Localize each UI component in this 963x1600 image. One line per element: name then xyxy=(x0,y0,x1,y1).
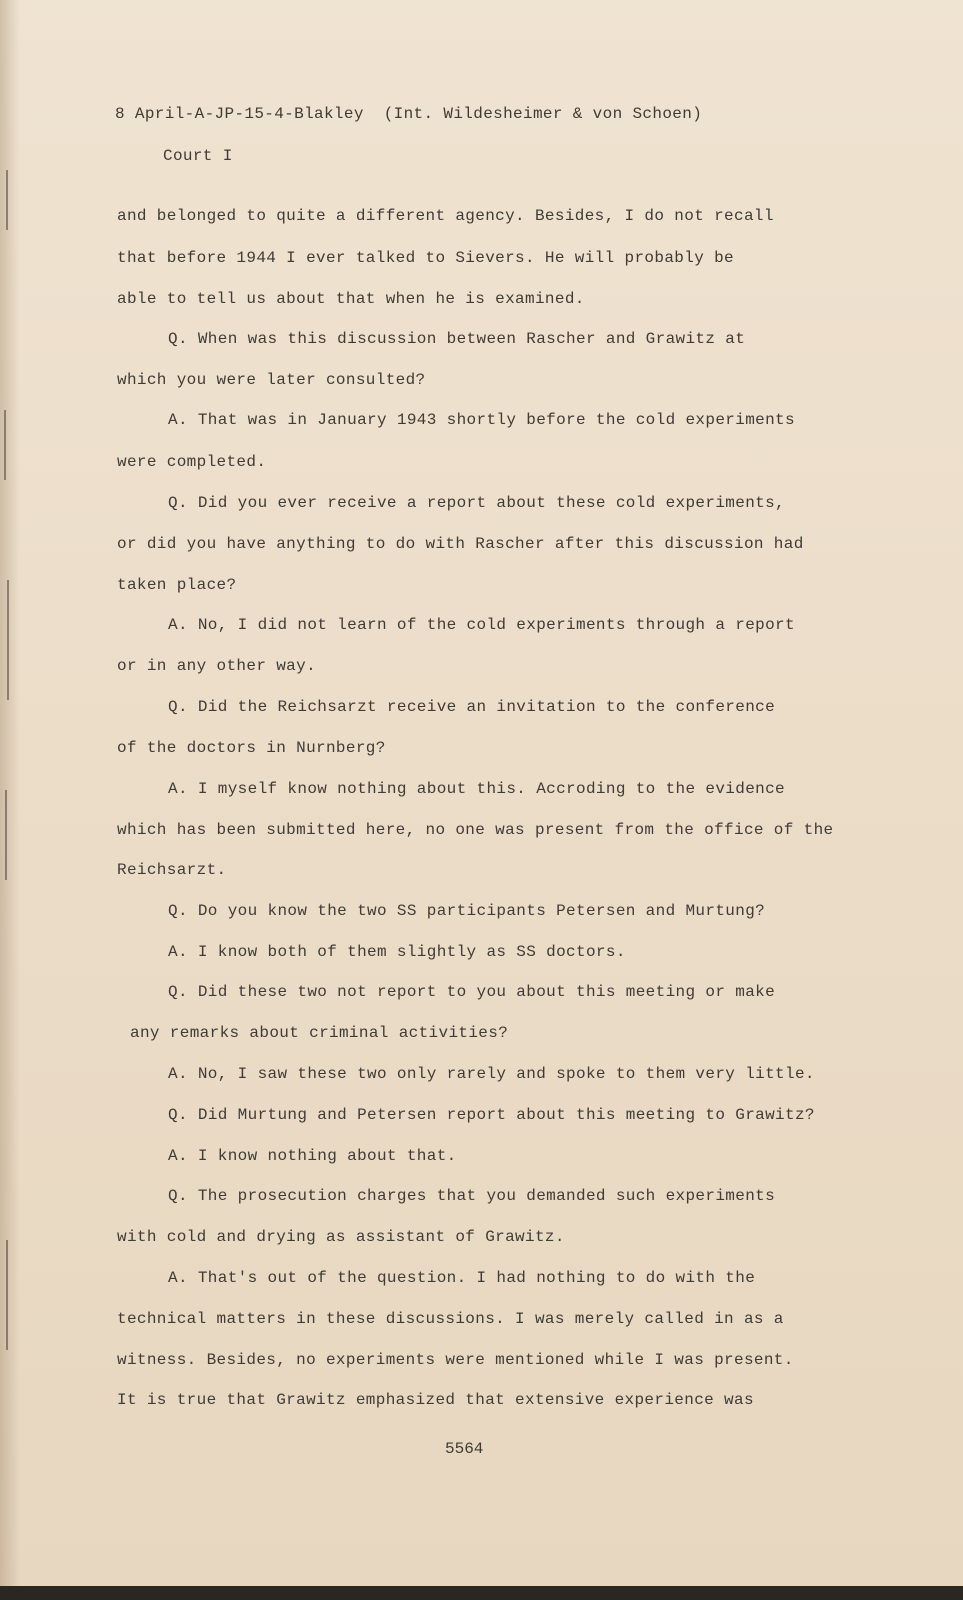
text-line: Q. Did you ever receive a report about these cold experiments, xyxy=(168,494,785,512)
text-line: or in any other way. xyxy=(117,657,317,675)
text-line: which you were later consulted? xyxy=(117,371,426,389)
text-line: Q. When was this discussion between Rascher and Grawitz at xyxy=(168,330,746,348)
text-line: A. That was in January 1943 shortly before the cold experiments xyxy=(168,411,795,429)
header-reference: 8 April-A-JP-15-4-Blakley (Int. Wildesheimer & von Schoen) xyxy=(115,105,703,123)
page-number: 5564 xyxy=(445,1440,484,1458)
text-line: Q. Did the Reichsarzt receive an invitation to the conference xyxy=(168,698,776,716)
text-line: A. I myself know nothing about this. Accroding to the evidence xyxy=(168,780,785,798)
text-line: taken place? xyxy=(117,576,237,594)
text-line: technical matters in these discussions. I was merely called in as a xyxy=(117,1310,784,1328)
text-line: and belonged to quite a different agency. Besides, I do not recall xyxy=(117,207,774,225)
text-line: A. I know nothing about that. xyxy=(168,1147,457,1165)
header-court: Court I xyxy=(163,147,233,165)
text-line: that before 1944 I ever talked to Sievers. He will probably be xyxy=(117,249,734,267)
text-line: which has been submitted here, no one was present from the office of the xyxy=(117,821,834,839)
text-line: A. That's out of the question. I had nothing to do with the xyxy=(168,1269,756,1287)
text-line: Q. Did these two not report to you about this meeting or make xyxy=(168,983,776,1001)
text-line: It is true that Grawitz emphasized that extensive experience was xyxy=(117,1391,754,1409)
text-line: any remarks about criminal activities? xyxy=(130,1024,509,1042)
text-line: A. No, I saw these two only rarely and spoke to them very little. xyxy=(168,1065,815,1083)
text-line: Q. Did Murtung and Petersen report about this meeting to Grawitz? xyxy=(168,1106,815,1124)
text-line: A. No, I did not learn of the cold experiments through a report xyxy=(168,616,795,634)
torn-edge-mark xyxy=(6,170,8,230)
text-line: Q. The prosecution charges that you demanded such experiments xyxy=(168,1187,776,1205)
torn-edge-mark xyxy=(7,580,9,700)
torn-edge-mark xyxy=(4,410,6,480)
text-line: with cold and drying as assistant of Grawitz. xyxy=(117,1228,565,1246)
torn-edge-mark xyxy=(6,1240,8,1350)
text-line: able to tell us about that when he is examined. xyxy=(117,290,585,308)
text-line: were completed. xyxy=(117,453,267,471)
text-line: A. I know both of them slightly as SS doctors. xyxy=(168,943,626,961)
text-line: Q. Do you know the two SS participants Petersen and Murtung? xyxy=(168,902,766,920)
text-line: of the doctors in Nurnberg? xyxy=(117,739,386,757)
text-line: Reichsarzt. xyxy=(117,861,227,879)
text-line: witness. Besides, no experiments were mentioned while I was present. xyxy=(117,1351,794,1369)
text-line: or did you have anything to do with Rascher after this discussion had xyxy=(117,535,804,553)
torn-edge-mark xyxy=(5,790,7,880)
